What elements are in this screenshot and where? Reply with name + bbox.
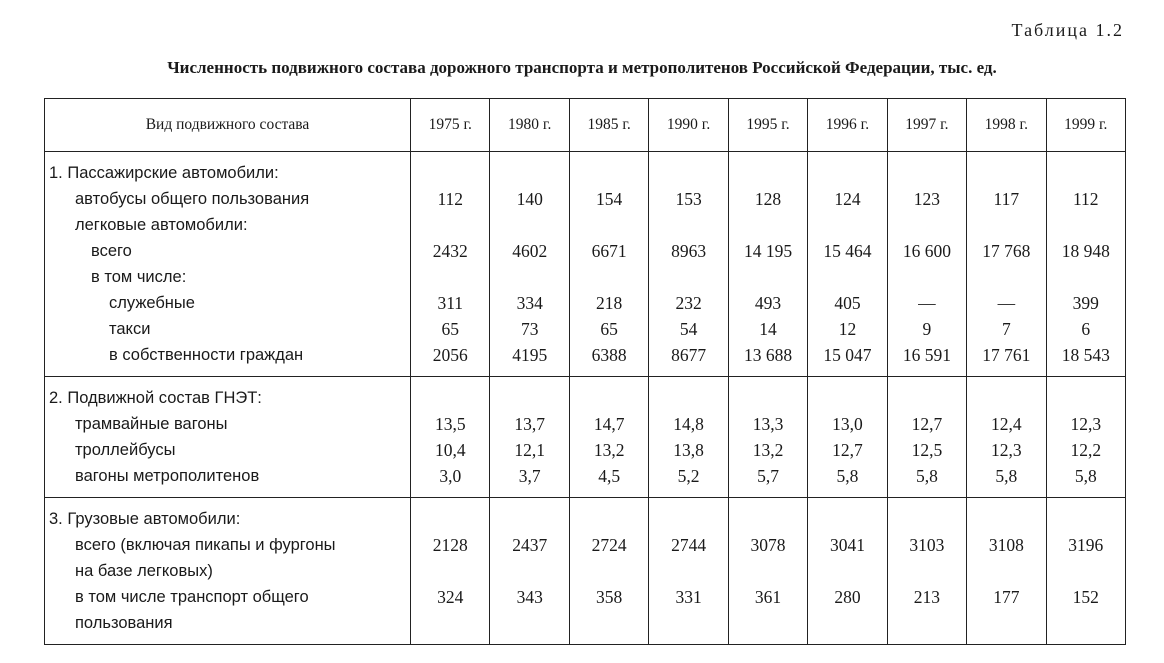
value-cell: 2437	[490, 532, 569, 558]
header-label-cell: Вид подвижного состава	[45, 99, 411, 152]
table-row	[45, 152, 1126, 187]
value-cell	[728, 152, 807, 187]
value-cell: 124	[808, 186, 887, 212]
value-cell	[808, 498, 887, 533]
row-label: трамвайные вагоны	[45, 411, 411, 437]
value-cell	[887, 558, 966, 584]
value-cell: 311	[411, 290, 490, 316]
value-cell: 13,3	[728, 411, 807, 437]
value-cell: 13,8	[649, 437, 728, 463]
value-cell	[967, 212, 1046, 238]
value-cell	[649, 152, 728, 187]
header-year-cell: 1996 г.	[808, 99, 887, 152]
value-cell: 405	[808, 290, 887, 316]
header-year-cell: 1990 г.	[649, 99, 728, 152]
value-cell: 6	[1046, 316, 1125, 342]
value-cell: 65	[569, 316, 648, 342]
table-row	[45, 610, 1126, 645]
value-cell: 12,7	[808, 437, 887, 463]
value-cell: 12,7	[887, 411, 966, 437]
value-cell: 152	[1046, 584, 1125, 610]
value-cell	[1046, 558, 1125, 584]
row-label: вагоны метрополитенов	[45, 463, 411, 498]
value-cell: 18 543	[1046, 342, 1125, 377]
value-cell: —	[887, 290, 966, 316]
value-cell: 6671	[569, 238, 648, 264]
value-cell: 3078	[728, 532, 807, 558]
value-cell: 2128	[411, 532, 490, 558]
value-cell	[1046, 152, 1125, 187]
row-label: в том числе транспорт общего	[45, 584, 411, 610]
value-cell	[649, 377, 728, 412]
table-group	[45, 152, 1126, 377]
table-row	[45, 437, 1126, 463]
row-label: всего	[45, 238, 411, 264]
value-cell: 3103	[887, 532, 966, 558]
value-cell: 12,5	[887, 437, 966, 463]
value-cell	[887, 610, 966, 645]
header-year-cell: 1999 г.	[1046, 99, 1125, 152]
value-cell: 16 600	[887, 238, 966, 264]
value-cell: 3108	[967, 532, 1046, 558]
value-cell	[649, 212, 728, 238]
value-cell: 153	[649, 186, 728, 212]
row-label: в том числе:	[45, 264, 411, 290]
row-label: 3. Грузовые автомобили:	[45, 498, 411, 533]
value-cell: 4195	[490, 342, 569, 377]
table-number-label: Таблица 1.2	[1011, 20, 1124, 40]
value-cell: 8963	[649, 238, 728, 264]
value-cell	[490, 264, 569, 290]
value-cell: 140	[490, 186, 569, 212]
value-cell: 399	[1046, 290, 1125, 316]
value-cell	[808, 264, 887, 290]
value-cell: 493	[728, 290, 807, 316]
value-cell: 358	[569, 584, 648, 610]
value-cell: 15 047	[808, 342, 887, 377]
value-cell	[649, 558, 728, 584]
row-label: 2. Подвижной состав ГНЭТ:	[45, 377, 411, 412]
value-cell	[490, 610, 569, 645]
table-group	[45, 498, 1126, 645]
table-row	[45, 411, 1126, 437]
value-cell: 5,8	[808, 463, 887, 498]
value-cell	[569, 377, 648, 412]
value-cell	[728, 498, 807, 533]
value-cell: 2056	[411, 342, 490, 377]
value-cell: 73	[490, 316, 569, 342]
value-cell: 4,5	[569, 463, 648, 498]
value-cell	[411, 558, 490, 584]
value-cell	[808, 152, 887, 187]
value-cell: 2432	[411, 238, 490, 264]
value-cell: 7	[967, 316, 1046, 342]
row-label: пользования	[45, 610, 411, 645]
value-cell	[728, 212, 807, 238]
value-cell	[569, 152, 648, 187]
header-year-cell: 1995 г.	[728, 99, 807, 152]
value-cell: 12,3	[967, 437, 1046, 463]
value-cell	[887, 498, 966, 533]
value-cell	[569, 610, 648, 645]
value-cell	[887, 377, 966, 412]
value-cell	[411, 498, 490, 533]
value-cell	[649, 498, 728, 533]
value-cell: 2724	[569, 532, 648, 558]
value-cell	[569, 558, 648, 584]
table-row	[45, 212, 1126, 238]
value-cell	[1046, 377, 1125, 412]
value-cell	[887, 152, 966, 187]
value-cell: 13,5	[411, 411, 490, 437]
value-cell	[490, 152, 569, 187]
value-cell	[1046, 610, 1125, 645]
table-row	[45, 377, 1126, 412]
table-row	[45, 342, 1126, 377]
table-row	[45, 463, 1126, 498]
value-cell: 14 195	[728, 238, 807, 264]
value-cell	[967, 264, 1046, 290]
table-caption: Численность подвижного состава дорожного транспорта и метрополитенов Российской Федерации, тыс. ед.	[167, 58, 997, 77]
value-cell	[490, 558, 569, 584]
value-cell: 12	[808, 316, 887, 342]
row-label: легковые автомобили:	[45, 212, 411, 238]
row-label: троллейбусы	[45, 437, 411, 463]
table-row	[45, 186, 1126, 212]
value-cell: 15 464	[808, 238, 887, 264]
value-cell: 343	[490, 584, 569, 610]
value-cell	[569, 212, 648, 238]
value-cell: 324	[411, 584, 490, 610]
value-cell: 17 761	[967, 342, 1046, 377]
value-cell	[967, 558, 1046, 584]
value-cell: 3041	[808, 532, 887, 558]
header-year-cell: 1975 г.	[411, 99, 490, 152]
table-row	[45, 498, 1126, 533]
value-cell	[1046, 498, 1125, 533]
value-cell: 12,2	[1046, 437, 1125, 463]
value-cell	[887, 212, 966, 238]
value-cell: 361	[728, 584, 807, 610]
row-label: такси	[45, 316, 411, 342]
value-cell: 13,2	[569, 437, 648, 463]
header-year-cell: 1998 г.	[967, 99, 1046, 152]
value-cell: 18 948	[1046, 238, 1125, 264]
value-cell	[808, 558, 887, 584]
table-row	[45, 532, 1126, 558]
value-cell	[649, 264, 728, 290]
value-cell: 9	[887, 316, 966, 342]
value-cell: 16 591	[887, 342, 966, 377]
row-label: 1. Пассажирские автомобили:	[45, 152, 411, 187]
value-cell: 5,8	[967, 463, 1046, 498]
value-cell	[569, 264, 648, 290]
value-cell: 5,8	[1046, 463, 1125, 498]
value-cell: 14,8	[649, 411, 728, 437]
value-cell: 123	[887, 186, 966, 212]
table-row	[45, 558, 1126, 584]
value-cell: 112	[411, 186, 490, 212]
value-cell: 232	[649, 290, 728, 316]
value-cell: —	[967, 290, 1046, 316]
value-cell: 12,4	[967, 411, 1046, 437]
value-cell: 112	[1046, 186, 1125, 212]
value-cell: 14,7	[569, 411, 648, 437]
table-row	[45, 290, 1126, 316]
row-label: в собственности граждан	[45, 342, 411, 377]
table-row	[45, 238, 1126, 264]
value-cell	[411, 152, 490, 187]
value-cell: 3,7	[490, 463, 569, 498]
value-cell: 154	[569, 186, 648, 212]
value-cell: 5,2	[649, 463, 728, 498]
value-cell	[728, 610, 807, 645]
value-cell	[808, 377, 887, 412]
value-cell: 8677	[649, 342, 728, 377]
row-label: на базе легковых)	[45, 558, 411, 584]
table-row	[45, 264, 1126, 290]
value-cell	[490, 212, 569, 238]
row-label: автобусы общего пользования	[45, 186, 411, 212]
table-row	[45, 316, 1126, 342]
value-cell	[411, 264, 490, 290]
row-label: служебные	[45, 290, 411, 316]
header-row	[45, 99, 1126, 152]
value-cell: 13 688	[728, 342, 807, 377]
value-cell: 2744	[649, 532, 728, 558]
value-cell	[490, 377, 569, 412]
value-cell: 280	[808, 584, 887, 610]
row-label: всего (включая пикапы и фургоны	[45, 532, 411, 558]
value-cell	[967, 377, 1046, 412]
header-year-cell: 1997 г.	[887, 99, 966, 152]
value-cell	[967, 498, 1046, 533]
value-cell: 6388	[569, 342, 648, 377]
value-cell: 117	[967, 186, 1046, 212]
value-cell: 3,0	[411, 463, 490, 498]
header-year-cell: 1985 г.	[569, 99, 648, 152]
value-cell: 213	[887, 584, 966, 610]
value-cell	[411, 377, 490, 412]
value-cell: 13,7	[490, 411, 569, 437]
value-cell	[728, 264, 807, 290]
value-cell: 10,4	[411, 437, 490, 463]
value-cell: 12,1	[490, 437, 569, 463]
value-cell	[411, 610, 490, 645]
value-cell	[808, 212, 887, 238]
value-cell: 3196	[1046, 532, 1125, 558]
value-cell: 17 768	[967, 238, 1046, 264]
value-cell	[887, 264, 966, 290]
value-cell	[490, 498, 569, 533]
value-cell: 5,8	[887, 463, 966, 498]
value-cell	[411, 212, 490, 238]
value-cell: 14	[728, 316, 807, 342]
value-cell: 128	[728, 186, 807, 212]
value-cell	[569, 498, 648, 533]
value-cell: 4602	[490, 238, 569, 264]
value-cell: 13,2	[728, 437, 807, 463]
value-cell: 334	[490, 290, 569, 316]
value-cell	[967, 152, 1046, 187]
rolling-stock-table	[44, 98, 1126, 645]
value-cell	[649, 610, 728, 645]
value-cell	[808, 610, 887, 645]
value-cell: 177	[967, 584, 1046, 610]
value-cell: 65	[411, 316, 490, 342]
value-cell	[728, 558, 807, 584]
value-cell	[967, 610, 1046, 645]
value-cell: 218	[569, 290, 648, 316]
value-cell: 54	[649, 316, 728, 342]
table-row	[45, 584, 1126, 610]
table-group	[45, 377, 1126, 498]
value-cell: 12,3	[1046, 411, 1125, 437]
value-cell	[1046, 264, 1125, 290]
value-cell: 5,7	[728, 463, 807, 498]
header-year-cell: 1980 г.	[490, 99, 569, 152]
value-cell	[1046, 212, 1125, 238]
value-cell: 13,0	[808, 411, 887, 437]
value-cell	[728, 377, 807, 412]
value-cell: 331	[649, 584, 728, 610]
